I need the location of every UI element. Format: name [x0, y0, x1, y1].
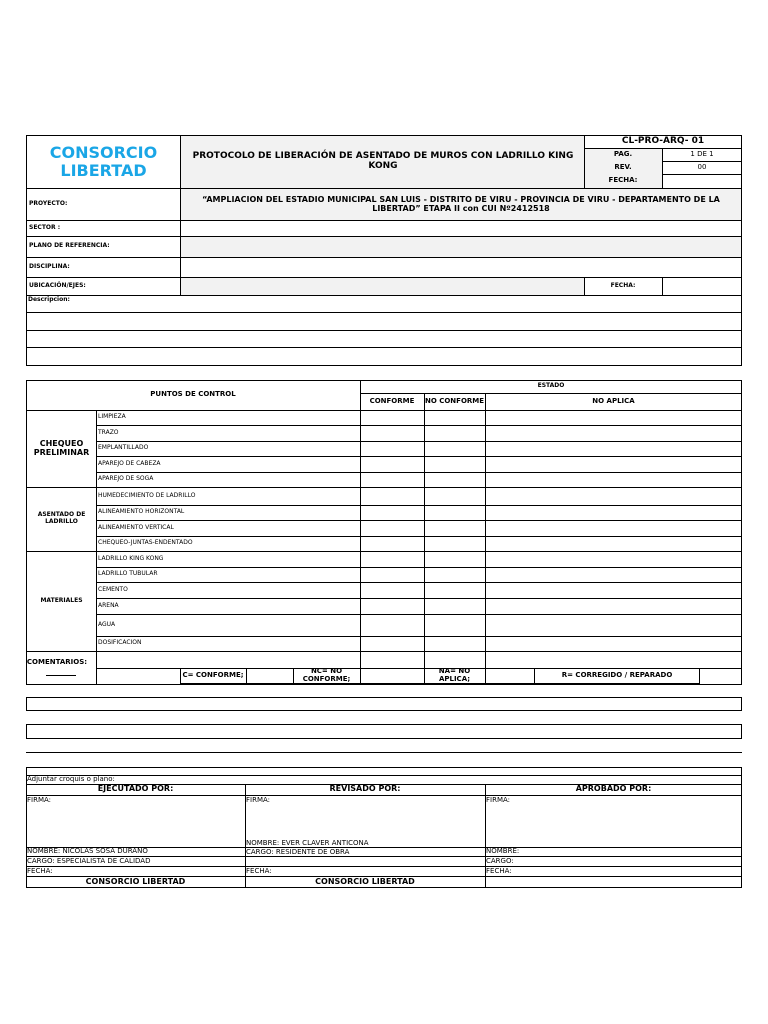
ubicacion-ejes-value[interactable]	[181, 278, 584, 295]
pag-label: PAG.	[613, 149, 633, 158]
header-fecha-value	[662, 174, 742, 188]
no-conforme-header: NO CONFORME	[424, 396, 485, 405]
control-item: CHEQUEO-JUNTAS-ENDENTADO	[98, 539, 193, 547]
revisado-fecha-label: FECHA:	[246, 867, 272, 875]
control-item: LADRILLO TUBULAR	[98, 570, 158, 578]
control-item: ALINEAMIENTO VERTICAL	[98, 523, 174, 531]
control-item: CEMENTO	[98, 585, 128, 593]
plano-referencia-value[interactable]	[181, 237, 741, 257]
proyecto-label: PROYECTO:	[29, 200, 68, 208]
croquis-label: Adjuntar croquis o plano:	[27, 775, 115, 783]
estado-header: ESTADO	[537, 382, 565, 390]
company-logo-text	[27, 140, 180, 184]
legend-no-aplica: NA= NO APLICA;	[438, 667, 471, 683]
legend-corregido: R= CORREGIDO / REPARADO	[561, 671, 673, 680]
revisado-nombre: NOMBRE: EVER CLAVER ANTICONA	[246, 839, 369, 847]
group-asentado-ladrillo: ASENTADO DE LADRILLO	[37, 511, 86, 525]
revisado-company: CONSORCIO LIBERTAD	[315, 876, 415, 886]
control-item: DOSIFICACION	[98, 639, 142, 647]
sector-value[interactable]	[181, 221, 741, 236]
document-title: PROTOCOLO DE LIBERACIÓN DE ASENTADO DE MUROS CON LADRILLO KING KONG	[192, 151, 574, 171]
puntos-control-header: PUNTOS DE CONTROL	[150, 390, 236, 399]
conforme-header: CONFORME	[369, 396, 415, 405]
pag-value: 1 DE 1	[690, 149, 714, 158]
disciplina-value[interactable]	[181, 258, 741, 277]
comment-row[interactable]	[26, 697, 742, 711]
plano-referencia-label: PLANO DE REFERENCIA:	[29, 242, 110, 250]
descripcion-label: Descripcion:	[28, 296, 70, 303]
sector-label: SECTOR :	[29, 223, 61, 231]
control-item: ALINEAMIENTO HORIZONTAL	[98, 508, 185, 516]
control-item: LIMPIEZA	[98, 413, 126, 421]
control-item: EMPLANTILLADO	[98, 444, 149, 452]
ejecutado-nombre: NOMBRE: NICOLAS SOSA DURANO	[27, 847, 148, 855]
comentarios-text: COMENTARIOS:	[26, 658, 88, 667]
header-fecha-label: FECHA:	[608, 176, 638, 185]
legend-conforme: C= CONFORME;	[182, 671, 244, 680]
group-chequeo-preliminar: CHEQUEO PRELIMINAR	[33, 438, 90, 457]
control-item: AGUA	[98, 620, 116, 628]
control-item: APAREJO DE CABEZA	[98, 459, 161, 467]
legend-no-conforme: NC= NO CONFORME;	[302, 667, 351, 683]
ejecutado-company: CONSORCIO LIBERTAD	[85, 876, 186, 886]
ejecutado-por-header: EJECUTADO POR:	[97, 784, 174, 794]
ubicacion-fecha-value[interactable]	[663, 278, 741, 295]
company-line2: LIBERTAD	[60, 161, 147, 180]
control-item: APAREJO DE SOGA	[98, 475, 154, 483]
company-line1: CONSORCIO	[49, 143, 158, 163]
aprobado-por-header: APROBADO POR:	[575, 784, 652, 794]
aprobado-cargo: CARGO:	[486, 857, 514, 865]
comment-row[interactable]	[26, 724, 742, 739]
aprobado-fecha-label: FECHA:	[486, 867, 512, 875]
aprobado-company	[485, 876, 742, 888]
control-item: LADRILLO KING KONG	[98, 554, 164, 562]
revisado-firma-label: FIRMA:	[246, 796, 271, 804]
control-item: ARENA	[98, 601, 119, 609]
no-aplica-header: NO APLICA	[592, 396, 635, 405]
ejecutado-firma-label: FIRMA:	[27, 796, 52, 804]
revisado-por-header: REVISADO POR:	[329, 784, 401, 794]
group-materiales: MATERIALES	[40, 596, 83, 604]
ejecutado-cargo: CARGO: ESPECIALISTA DE CALIDAD	[27, 857, 151, 865]
revisado-cargo: CARGO: RESIDENTE DE OBRA	[246, 848, 350, 856]
ubicacion-fecha-label: FECHA:	[610, 282, 636, 290]
disciplina-label: DISCIPLINA:	[29, 262, 70, 270]
proyecto-value: “AMPLIACION DEL ESTADIO MUNICIPAL SAN LUIS - DISTRITO DE VIRU - PROVINCIA DE VIRU - DEPARTAMENTO DE LA LIBERTAD” ETAPA II con CUI Nº2412518	[202, 194, 720, 213]
comentarios-label	[26, 656, 88, 670]
rev-value: 00	[697, 162, 707, 171]
aprobado-firma-label: FIRMA:	[486, 796, 511, 804]
ejecutado-fecha-label: FECHA:	[27, 867, 53, 875]
control-item: TRAZO	[98, 428, 119, 436]
document-code: CL-PRO-ARQ- 01	[621, 135, 705, 146]
ubicacion-ejes-label: UBICACIÓN/EJES:	[29, 282, 86, 290]
control-item: HUMEDECIMIENTO DE LADRILLO	[98, 491, 196, 499]
rev-label: REV.	[614, 162, 632, 171]
aprobado-nombre: NOMBRE:	[486, 847, 520, 855]
